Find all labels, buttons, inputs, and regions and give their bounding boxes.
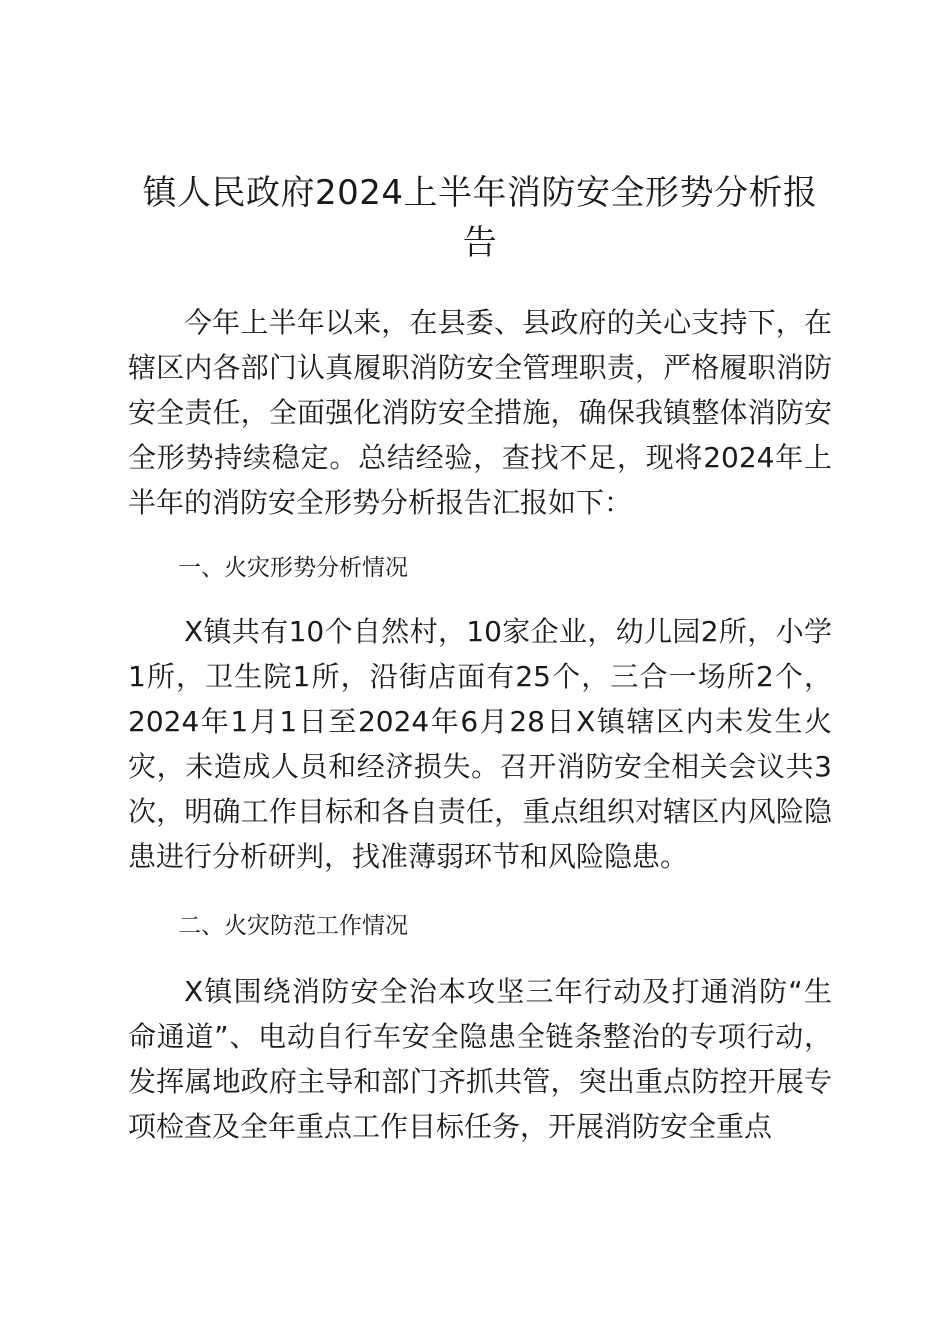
section-body-fire-prevention: X镇围绕消防安全治本攻坚三年行动及打通消防“生命通道”、电动自行车安全隐患全链条整治的专项行动，发挥属地政府主导和部门齐抓共管，突出重点防控开展专项检查及全年重点工作目标任务，开展消防安全重点 (128, 975, 832, 1143)
section-heading-fire-situation: 一、火灾形势分析情况 (178, 555, 408, 581)
document-page (128, 168, 832, 1149)
section-body-fire-situation: X镇共有10个自然村，10家企业，幼儿园2所，小学1所，卫生院1所，沿街店面有25个，三合一场所2个，2024年1月1日至2024年6月28日X镇辖区内未发生火灾，未造成人员和经济损失。召开消防安全相关会议共3次，明确工作目标和各自责任，重点组织对辖区内风险隐患进行分析研判，找准薄弱环节和风险隐患。 (128, 615, 832, 873)
intro-paragraph: 今年上半年以来，在县委、县政府的关心支持下，在辖区内各部门认真履职消防安全管理职责，严格履职消防安全责任，全面强化消防安全措施，确保我镇整体消防安全形势持续稳定。总结经验，查找不足，现将2024年上半年的消防安全形势分析报告汇报如下： (128, 306, 832, 519)
section-heading-fire-prevention: 二、火灾防范工作情况 (178, 913, 408, 939)
document-title: 镇人民政府2024上半年消防安全形势分析报告 (142, 173, 818, 263)
